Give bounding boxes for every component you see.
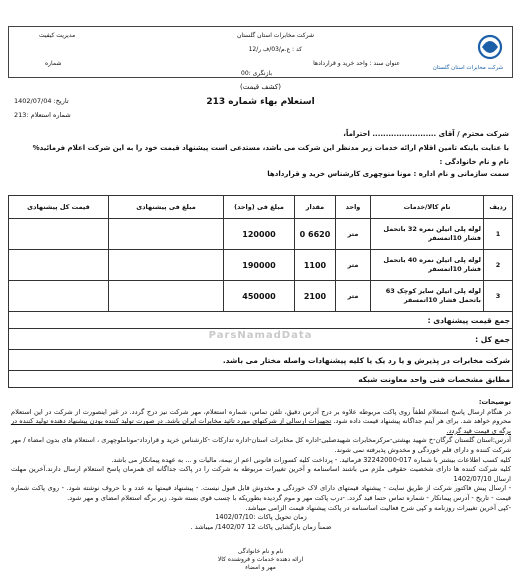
col-unit: واحد [336, 196, 371, 219]
note-3: کلیه کسب اطلاعات بیشتر با شماره 017-32242000 فرمائید. - پرداخت کلیه کسورات قانونی اعم از بیمه، مالیات و ... به عهده پیمانکار می باشد. [111, 455, 511, 464]
name-label: نام و نام خانوادگی : [439, 158, 509, 166]
number-label: شماره [45, 60, 62, 67]
row-unit: متر [336, 219, 371, 250]
quality-label: مدیریت کیفیت [39, 32, 76, 39]
title-label: (کشف قیمت) [240, 83, 281, 91]
company-name: شرکت مخابرات استان گلستان [237, 32, 314, 39]
col-qty: مقدار [295, 196, 336, 219]
col-price: مبلغ فی (واحد) [224, 196, 295, 219]
note-1: در هنگام ارسال پاسخ استعلام لطفاً روی پاکت مربوطه علاوه بر درج آدرس دقیق، تلفن تماس، شماره استعلام، مهر شرکت نیز درج گردد. در غیر اینصورت از شرکت در این استعلام محروم خواهد شد. برای هر آیتم جداگانه پیشنهاد قیمت داده شود. [11, 407, 511, 426]
row-unit: متر [336, 281, 371, 312]
footer-seal: مهر و امضاء [245, 564, 276, 571]
watermark: ParsNamadData [208, 330, 313, 341]
notes-section [11, 398, 511, 532]
row-name: لوله پلی اتیلن نمره 40 باتحمل فشار 10اتمسفر [371, 250, 484, 281]
row-price: 450000 [224, 281, 295, 312]
note-4: کلیه شرکت کننده ها دارای شخصیت حقوقی ملزم می باشند اساسنامه و آخرین تغییرات مربوطه به شرکت را در پاکت جداگانه ای همزمان پاسخ استعلام ارسال دارند.آخرین مهلت ارسال 1402/07/10 [11, 465, 511, 483]
note-1b: تجهیزات ارسالی از شرکتهای مورد تائید مخابرات ایران باشد. در صورت تولید کننده بودن پیشنهاد دهنده تولید کننده در برگه ی قیمت قید گردد. [11, 417, 511, 435]
doc-title: عنوان سند : واحد خرید و قراردادها [313, 60, 400, 67]
signature-block [0, 548, 521, 572]
notes-label: توضیحات: [478, 398, 511, 406]
clause-2: مطابق مشخصات فنی واحد معاونت شبکه [9, 371, 513, 388]
row-qty: 1100 [295, 250, 336, 281]
sum-offer-row [9, 312, 513, 329]
table-header-row [9, 196, 513, 219]
items-table [8, 195, 513, 388]
org-line: سمت سازمانی و نام اداره : مونا منوچهری کارشناس خرید و قراردادها [267, 170, 509, 178]
row-total [9, 250, 109, 281]
sum-offer-label: جمع قیمت پیشنهادی : [9, 312, 513, 329]
clause-row [9, 350, 513, 371]
row-name: لوله پلی اتیلن سایز کوچک 63 باتحمل فشار 10اتمسفر [371, 281, 484, 312]
clause-1: شرکت مخابرات در پذیرش و یا رد یک یا کلیه پیشنهادات واصله مختار می باشد. [9, 350, 513, 371]
footer-provider: ارائه دهنده خدمات و فروشنده کالا [217, 556, 304, 563]
note-2: آدرس:استان گلستان گرگان-خ شهید بهشتی-مرکزمخابرات شهیدصلبی-اداره کل مخابرات استان-اداره تدارکات -کارشناس خرید و قرارداد-موناملوچهری ، استعلام های بدون امضاء / مهر شرکت کننده و دارای قلم خوردگی و مخدوش پذیرفته نمی شوند. [11, 436, 511, 454]
clause-row [9, 371, 513, 388]
row-price: 120000 [224, 219, 295, 250]
row-index: 3 [484, 281, 513, 312]
delivery-date: زمان تحویل پاکات :1402/07/10 [215, 513, 307, 522]
row-name: لوله پلی اتیلن نمره 32 باتحمل فشار 10اتمسفر [371, 219, 484, 250]
col-total: قیمت کل پیشنهادی [9, 196, 109, 219]
row-offer [109, 219, 224, 250]
col-offer: مبلغ فی پیشنهادی [109, 196, 224, 219]
note-6: -کپی آخرین تغییرات روزنامه و کپی شرح فعالیت اساسنامه در پاکت پیشنهاد قیمت الزامی میباشد. [245, 503, 511, 512]
row-price: 190000 [224, 250, 295, 281]
row-index: 2 [484, 250, 513, 281]
date-label: تاریخ: 1402/07/04 [14, 97, 69, 105]
note-item [11, 408, 511, 437]
opening-date: ضمناً زمان بازگشایی پاکات 12 1402/07/ میباشد . [190, 522, 332, 531]
logo-text: شرکت مخابرات استان گلستان [432, 65, 504, 71]
row-unit: متر [336, 250, 371, 281]
document-header [8, 26, 513, 78]
table-row [9, 281, 513, 312]
greeting: شرکت محترم / آقای ........................ احتراماً، [343, 130, 509, 138]
revision-label: بازنگری :00 [241, 70, 272, 77]
inquiry-number: شماره استعلام :213 [14, 111, 71, 119]
row-offer [109, 250, 224, 281]
col-index: ردیف [484, 196, 513, 219]
note-5: - ارسال پیش فاکتور شرکت از طریق سایت - پیشنهاد قیمتهای دارای لاک خوردگی و مخدوش قابل قبول نیست. - پیشنهاد قیمتها به عدد و با حروف نوشته شود. - روی پاکت شماره قیمت - تاریخ - آدرس پیمانکار - شماره تماس حتما قید گردد. -درب پاکت مهر و موم گردیده بطوریکه با چسب قوی بسته شود. زیر برگه استعلام امضای و مهر شود. [11, 484, 511, 502]
table-row [9, 219, 513, 250]
row-qty: 6620 0 [295, 219, 336, 250]
company-logo [432, 33, 504, 73]
page-title: استعلام بهاء شماره 213 [206, 97, 315, 107]
footer-name: نام و نام خانوادگی [237, 548, 284, 555]
form-code: کد : ع.م/03/ف ر/12 [248, 46, 302, 53]
row-offer [109, 281, 224, 312]
row-total [9, 219, 109, 250]
row-qty: 2100 [295, 281, 336, 312]
intro-text: با عنایت باینکه تامین اقلام ارائه خدمات زیر مدنظر این شرکت می باشد، مستدعی است پیشنهاد قیمت خود را به این شرکت اعلام فرمائید% [32, 144, 509, 152]
col-name: نام کالا/خدمات [371, 196, 484, 219]
row-index: 1 [484, 219, 513, 250]
table-row [9, 250, 513, 281]
sum-total-label: جمع کل : [9, 329, 513, 350]
row-total [9, 281, 109, 312]
